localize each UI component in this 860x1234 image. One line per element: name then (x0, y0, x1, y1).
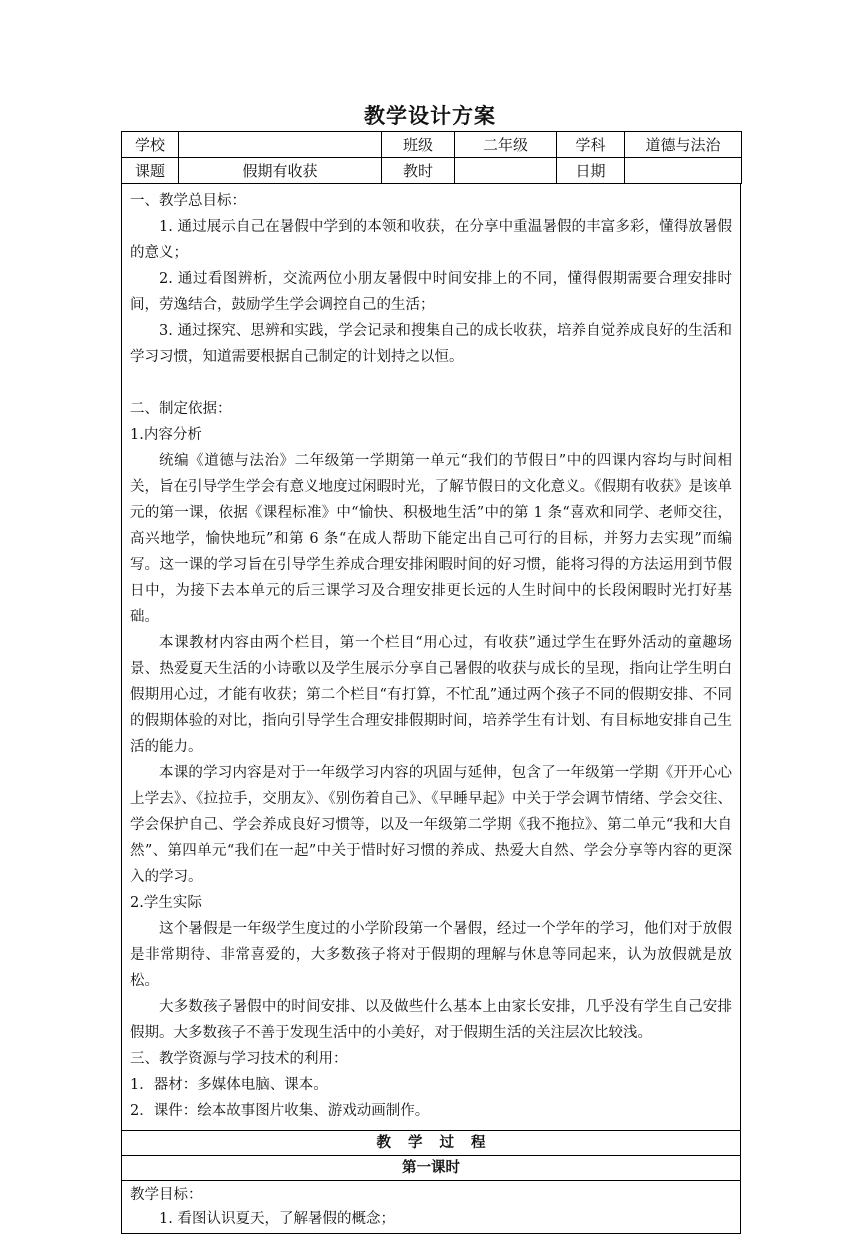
goals-heading: 一、教学总目标： (130, 193, 246, 209)
subject-label: 学科 (557, 132, 625, 158)
resources-heading: 三、教学资源与学习技术的利用： (130, 1051, 348, 1067)
lesson-plan-table (121, 131, 741, 1234)
period-value (455, 158, 557, 184)
header-table (121, 131, 742, 184)
header-row-2 (122, 158, 742, 184)
header-row-1 (122, 132, 742, 158)
goal-item: 3. 通过探究、思辨和实践，学会记录和搜集自己的成长收获，培养自觉养成良好的生活和学习习惯，知道需要根据自己制定的计划持之以恒。 (130, 323, 732, 365)
student-situation-heading: 2.学生实际 (130, 895, 202, 911)
student-paragraph: 这个暑假是一年级学生度过的小学阶段第一个暑假，经过一个学年的学习，他们对于放假是非常期待、非常喜爱的，大多数孩子将对于假期的理解与休息等同起来，认为放假就是放松。 (130, 921, 732, 989)
topic-value: 假期有收获 (179, 158, 382, 184)
resource-item: 2．课件：绘本故事图片收集、游戏动画制作。 (130, 1103, 430, 1119)
topic-label: 课题 (122, 158, 179, 184)
student-paragraph: 大多数孩子暑假中的时间安排、以及做些什么基本上由家长安排，几乎没有学生自己安排假期。大多数孩子不善于发现生活中的小美好，对于假期生活的关注层次比较浅。 (130, 999, 732, 1041)
resource-item: 1．器材：多媒体电脑、课本。 (130, 1077, 328, 1093)
goal-item: 1. 通过展示自己在暑假中学到的本领和收获，在分享中重温暑假的丰富多彩，懂得放暑假的意义； (130, 219, 732, 261)
blank-line (130, 370, 732, 396)
process-heading: 教学过程 (121, 1131, 741, 1156)
lesson-heading: 第一课时 (121, 1156, 741, 1181)
class-value: 二年级 (455, 132, 557, 158)
class-label: 班级 (382, 132, 455, 158)
date-label: 日期 (557, 158, 625, 184)
school-value (179, 132, 382, 158)
school-label: 学校 (122, 132, 179, 158)
goal-item: 2. 通过看图辨析，交流两位小朋友暑假中时间安排上的不同，懂得假期需要合理安排时间，劳逸结合，鼓励学生学会调控自己的生活； (130, 271, 732, 313)
content-paragraph: 本课教材内容由两个栏目，第一个栏目“用心过，有收获”通过学生在野外活动的童趣场景、热爱夏天生活的小诗歌以及学生展示分享自己暑假的收获与成长的呈现，指向让学生明白假期用心过，才能有收获；第二个栏目“有打算，不忙乱”通过两个孩子不同的假期安排、不同的假期体验的对比，指向引导学生合理安排假期时间，培养学生有计划、有目标地安排自己生活的能力。 (130, 635, 732, 755)
main-content-cell (121, 184, 741, 1131)
content-analysis-heading: 1.内容分析 (130, 427, 202, 443)
basis-heading: 二、制定依据： (130, 401, 232, 417)
lesson-goals-cell (121, 1181, 741, 1234)
lesson-goal-item: 1. 看图认识夏天，了解暑假的概念； (159, 1211, 395, 1227)
subject-value: 道德与法治 (625, 132, 742, 158)
date-value (625, 158, 742, 184)
content-paragraph: 统编《道德与法治》二年级第一学期第一单元“我们的节假日”中的四课内容均与时间相关，旨在引导学生学会有意义地度过闲暇时光，了解节假日的文化意义。《假期有收获》是该单元的第一课，依据《课程标准》中“愉快、积极地生活”中的第 1 条“喜欢和同学、老师交往，高兴地学，愉快地玩”和第 6 条“在成人帮助下能定出自己可行的目标，并努力去实现”而编写。这一课的学习旨在引导学生养成合理安排闲暇时间的好习惯，能将习得的方法运用到节假日中，为接下去本单元的后三课学习及合理安排更长远的人生时间中的长段闲暇时光打好基础。 (130, 453, 732, 625)
content-paragraph: 本课的学习内容是对于一年级学习内容的巩固与延伸，包含了一年级第一学期《开开心心上学去》、《拉拉手，交朋友》、《别伤着自己》、《早睡早起》中关于学会调节情绪、学会交往、学会保护自己、学会养成良好习惯等，以及一年级第二学期《我不拖拉》、第二单元“我和大自然”、第四单元“我们在一起”中关于惜时好习惯的养成、热爱大自然、学会分享等内容的更深入的学习。 (130, 765, 732, 885)
document-title: 教学设计方案 (364, 104, 496, 128)
lesson-goal-label: 教学目标： (130, 1187, 203, 1203)
period-label: 教时 (382, 158, 455, 184)
